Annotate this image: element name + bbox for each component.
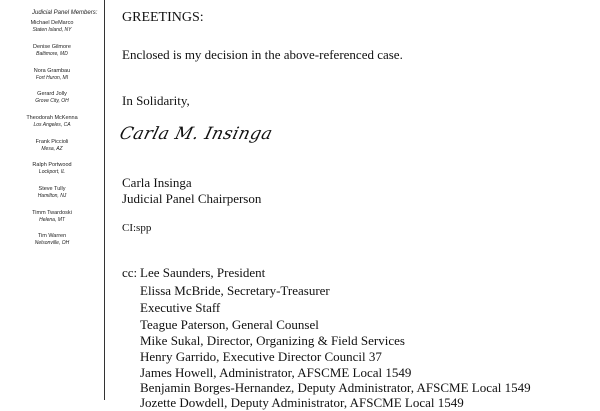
panel-member: [0, 162, 104, 176]
cc-label: cc:: [122, 265, 138, 280]
member-location: Helena, MT: [39, 217, 65, 223]
letter-body: Enclosed is my decision in the above-referenced case.: [122, 47, 403, 62]
panel-member: [0, 210, 104, 224]
cc-recipient: Benjamin Borges-Hernandez, Deputy Administrator, AFSCME Local 1549: [140, 380, 531, 395]
cc-recipient: Mike Sukal, Director, Organizing & Field Services: [140, 333, 405, 348]
greeting: GREETINGS:: [122, 10, 204, 25]
sidebar-divider: [104, 0, 105, 400]
cc-recipient: Teague Paterson, General Counsel: [140, 317, 319, 332]
member-name: Theodorah McKenna: [26, 115, 78, 121]
member-location: Mesa, AZ: [41, 146, 63, 152]
cc-recipient: Elissa McBride, Secretary-Treasurer: [140, 283, 330, 298]
cc-recipient: Executive Staff: [140, 300, 221, 315]
member-name: Frank Piccioli: [35, 139, 69, 145]
cc-recipient: Jozette Dowdell, Deputy Administrator, AFSCME Local 1549: [140, 395, 464, 410]
panel-member: [0, 68, 104, 82]
member-name: Nora Grambau: [33, 68, 71, 74]
cc-recipient: Lee Saunders, President: [140, 265, 266, 280]
panel-heading: Judicial Panel Members:: [32, 10, 98, 16]
handwritten-signature: Carla M. Insinga: [117, 124, 275, 144]
member-location: Baltimore, MD: [36, 51, 68, 57]
member-location: Lockport, IL: [38, 169, 66, 175]
member-location: Fort Huron, MI: [35, 75, 69, 81]
signer-name: Carla Insinga: [122, 175, 192, 190]
panel-member: [0, 20, 104, 34]
member-location: Grove City, OH: [35, 98, 69, 104]
member-name: Steve Tully: [38, 186, 66, 192]
member-name: Ralph Portwood: [32, 162, 72, 168]
judicial-panel-sidebar: [0, 0, 108, 400]
panel-member: [0, 233, 104, 247]
member-location: Hamilton, NJ: [37, 193, 67, 199]
closing: In Solidarity,: [122, 93, 190, 108]
member-name: Timm Twardoski: [32, 210, 72, 216]
panel-member: [0, 139, 104, 153]
signer-title: Judicial Panel Chairperson: [122, 191, 262, 206]
panel-member: [0, 186, 104, 200]
panel-member: [0, 115, 104, 129]
typist-initials: CI:spp: [122, 222, 152, 234]
member-name: Denise Gilmore: [33, 44, 71, 50]
member-location: Staten Island, NY: [32, 27, 72, 33]
member-location: Los Angeles, CA: [33, 122, 71, 128]
cc-recipient: Henry Garrido, Executive Director Council 37: [140, 349, 382, 364]
panel-member: [0, 91, 104, 105]
member-location: Nelsonville, OH: [34, 240, 70, 246]
member-name: Tim Warren: [37, 233, 67, 239]
panel-member: [0, 44, 104, 58]
member-name: Michael DeMarco: [30, 20, 74, 26]
cc-recipient: James Howell, Administrator, AFSCME Local 1549: [140, 365, 412, 380]
member-name: Gerard Jolly: [37, 91, 67, 97]
